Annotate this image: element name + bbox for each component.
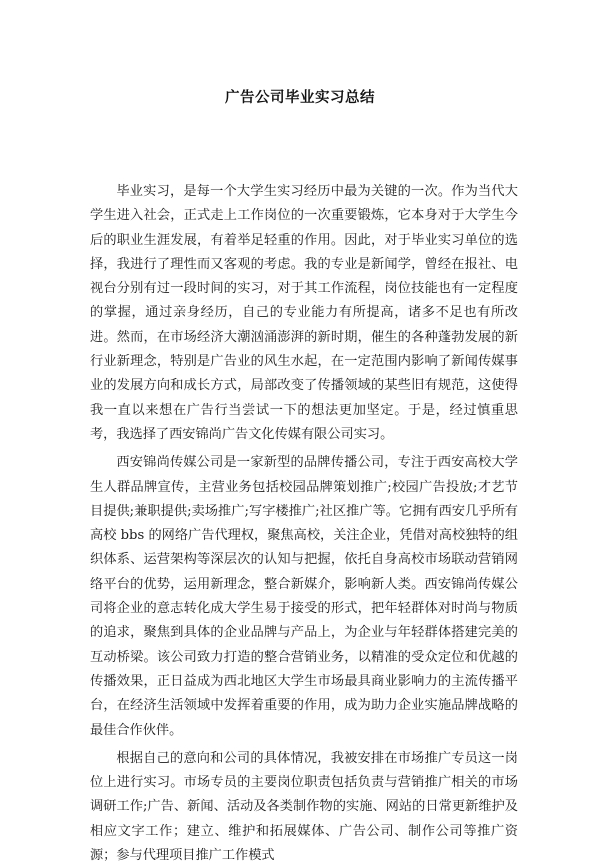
paragraph-2: 西安锦尚传媒公司是一家新型的品牌传播公司，专注于西安高校大学生人群品牌宣传，主营业务包括校园品牌策划推广;校园广告投放;才艺节目提供;兼职提供;卖场推广;写字楼推广;社区推广等。它拥有西安几乎所有高校 bbs 的网络广告代理权，聚焦高校，关注企业，凭借对高校独特的组织体系、运营架构等深层次的认知与把握，依托自身高校市场联动营销网络平台的优势，运用新理念，整合新媒介，影响新人类。西安锦尚传媒公司将企业的意志转化成大学生易于接受的形式，把年轻群体对时尚与物质的追求，聚焦到具体的企业品牌与产品上，为企业与年轻群体搭建完美的互动桥梁。该公司致力打造的整合营销业务，以精准的受众定位和优越的传播效果，正日益成为西北地区大学生市场最具商业影响力的主流传播平台，在经济生活领域中发挥着重要的作用，成为助力企业实施品牌战略的最佳合作伙伴。: [90, 455, 518, 738]
paragraph-3: 根据自己的意向和公司的具体情况，我被安排在市场推广专员这一岗位上进行实习。市场专员的主要岗位职责包括负责与营销推广相关的市场调研工作;广告、新闻、活动及各类制作物的实施、网站的日常更新维护及相应文字工作；建立、维护和拓展媒体、广告公司、制作公司等推广资源；参与代理项目推广工作模式: [90, 750, 518, 864]
document-body: [90, 180, 518, 868]
paragraph-1: 毕业实习，是每一个大学生实习经历中最为关键的一次。作为当代大学生进入社会，正式走上工作岗位的一次重要锻炼，它本身对于大学生今后的职业生涯发展，有着举足轻重的作用。因此，对于毕业实习单位的选择，我进行了理性而又客观的考虑。我的专业是新闻学，曾经在报社、电视台分别有过一段时间的实习，对于其工作流程，岗位技能也有一定程度的掌握，通过亲身经历，自己的专业能力有所提高，诸多不足也有所改进。然而，在市场经济大潮汹涌澎湃的新时期，催生的各种蓬勃发展的新行业新理念，特别是广告业的风生水起，在一定范围内影响了新闻传媒事业的发展方向和成长方式，局部改变了传播领域的某些旧有规范，这使得我一直以来想在广告行当尝试一下的想法更加坚定。于是，经过慎重思考，我选择了西安锦尚广告文化传媒有限公司实习。: [90, 184, 518, 442]
document-title: 广告公司毕业实习总结: [225, 89, 375, 106]
